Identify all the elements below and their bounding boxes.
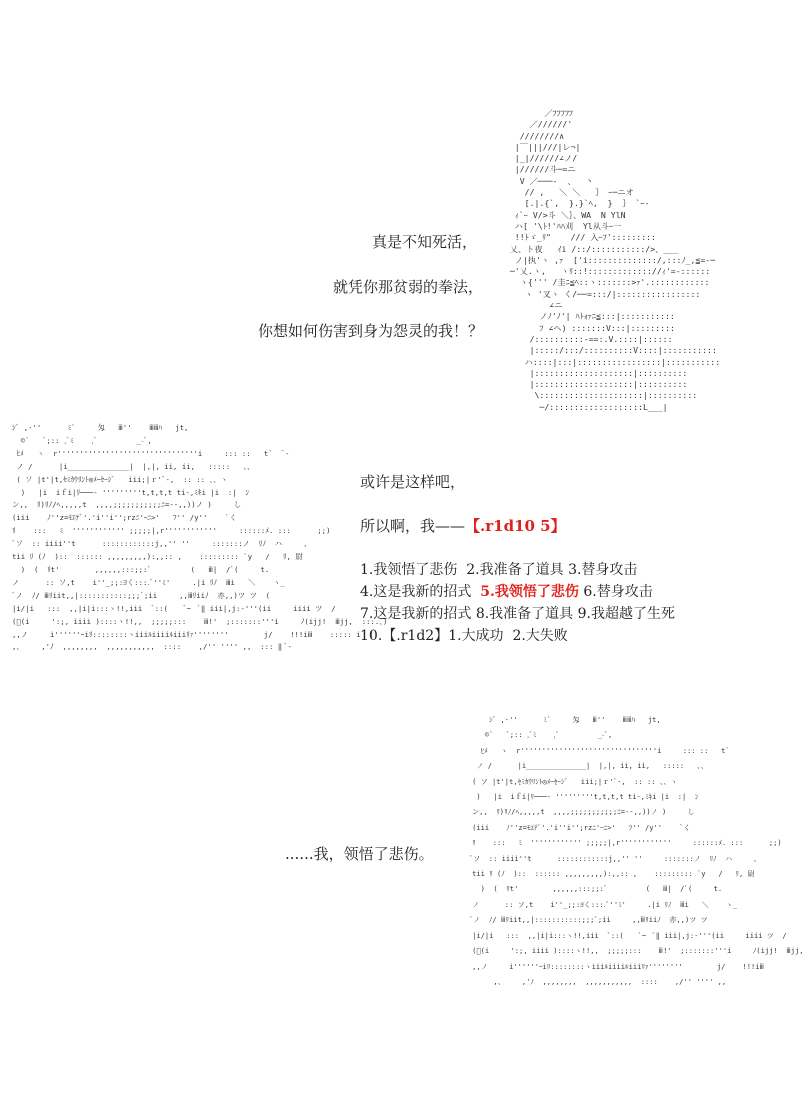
option-item: 1.大成功: [448, 628, 504, 644]
dialogue-line-3: 你想如何伤害到身为怨灵的我！？: [258, 322, 484, 340]
option-row-2: [360, 583, 653, 601]
option-item: 6.替身攻击: [583, 584, 653, 600]
dice-roll-label: 10.【.r1d2】: [360, 628, 449, 644]
option-row-4: [360, 627, 568, 645]
option-item: 2.我准备了道具: [466, 562, 564, 578]
option-item: 2.大失败: [512, 628, 568, 644]
option-item-highlighted: 5.我领悟了悲伤: [480, 584, 579, 600]
option-item: 3.替身攻击: [568, 562, 638, 578]
dialogue-line-1: 真是不知死活，: [372, 233, 478, 251]
option-item: 1.我领悟了悲伤: [360, 562, 458, 578]
caption-line: ......我，领悟了悲伤。: [285, 845, 434, 863]
option-item: 9.我超越了生死: [577, 606, 675, 622]
ascii-art-character-1: ｼﾞ ,-'' ﾐ` 匁 ⅲ'' ⅲⅲﾊ jt, ©` ﾞ;:: ,ﾞﾐ ,ﾞ _-ﾞ, ﾋﾒ ヽ r''''''''''''''''''''''''''''''''i ::: :: t` ﾞ- ノ / |i______________| |,|, ii, ii, ::::: 、、 ( ソ |t'|t,ｾﾐｶｳﾘﾝﾄ◎ﾒｰｾｰｼﾞ iii;|ｒ'ﾞ-, :: :: 、、ヽ ) |i iｆi|ﾘ───- '''''''''t,t,t,t ti-,ﾐｷi |i :| ﾝ ン,, ﾘ)ﾘﾉ/ﾍ,,,,,t ,,,,;;;;;;;;;;;ﾆ=--,,))ノ ) し (iii ﾉ''z=ﾓｴﾃﾞ'.'i''i'';rzﾆ'ｰﾆ>' ﾌ'' /y'' `く ﾘ ::: ﾐ '''''''''''' ;;;;;|,r'''''''''''' ::::::ﾒ. ::: ;;) ﾞソ :: iiii''t ::::::::::::j,,'' '' :::::::ノ ﾘﾉ ハ 、 tii ﾘ (ﾉ ):: :::::: ,,,,,,,,,):,,:: , ::::::::: `y / ﾘ, 尉 ) ( ﾘt' ,,,,,,:::;;:ﾞ ( ⅲ| /ﾞ( t. ノ :: ソ,t i''_;;:ﾖく:::.ﾞ''ﾐ' .|i ﾘﾉ ⅲi ＼ ヽ_ ﾞノ ﾉ/ ⅲﾘiit,,|:::::::::::;;;ﾞ;ii ,,ⅲﾘiiﾉ 亦,,)ツ ツ ( |i/|i ::: ,,|i|i:::ヽ!!,iii ﾞ::( ﾞ~ ﾞ‖ iii|,j:-'''(ii iiii ツ / (ﾞ(i ':;, iiii )::::ヽ!!,, ;;;;;::: ⅲ!' ;:::::::'''i ﾉ(ijj! ⅲjj, :::.、) ,,ノ i''''''ｰiﾘ::::::::ヽiiiﾙiiiiﾙiiiﾘｧ'''''''' j/ !!!iⅲ ::::: i ( ,、 ,'ﾉ ,,,,,,,, ,,,,,,,,,,, :::: ,/'' '''' ,, ::: ‖ ﾞ-: [12, 423, 388, 652]
option-row-3: [360, 605, 675, 623]
option-item: 7.这是我新的招式: [360, 606, 472, 622]
ascii-art-character-2: ｼﾞ ,-'' ﾐ` 匁 ⅲ'' ⅲⅲﾊ jt, ©` ﾞ;:: ,ﾞﾐ ,ﾞ _-ﾞ, ﾋﾒ ヽ r''''''''''''''''''''''''''''''''i ::: :: t` ノ / |i______________| |,|, ii, ii, ::::: 、、 ( ソ |t'|t,ｾﾐｶｳﾘﾝﾄ◎ﾒｰｾｰｼﾞ iii;|ｒ'ﾞ-, :: :: 、、ヽ ) |i iｆi|ﾘ───- '''''''''t,t,t,t ti-,ﾐｷi |i :| ﾝ ン,, ﾘ)ﾘﾉ/ﾍ,,,,,t ,,,,;;;;;;;;;;;ﾆ=--,,))ノ ) し (iii ﾉ''z=ﾓｴﾃﾞ'.'i''i'';rzﾆ'ｰﾆ>' ﾌ'' /y'' `く ﾘ ::: ﾐ '''''''''''' ;;;;;|,r'''''''''''' ::::::ﾒ. ::: ;;) ﾞソ :: iiii''t ::::::::::::j,,'' '' :::::::ノ ﾘﾉ ハ 、 tii ﾘ (ﾉ ):: :::::: ,,,,,,,,,):,,:: , ::::::::: `y / ﾘ, 尉 ) ( ﾘt' ,,,,,,:::;;:ﾞ ( ⅲ| /ﾞ( t. ノ :: ソ,t i''_;;:ﾖく:::.ﾞ''ﾐ' .|i ﾘﾉ ⅲi ＼ ヽ_ ﾞノ ﾉ/ ⅲﾘiit,,|:::::::::::;;;ﾞ;ii ,,ⅲﾘiiﾉ 亦,,)ツ ツ |i/|i ::: ,,|i|i:::ヽ!!,iii ﾞ::( ﾞ~ ﾞ‖ iii|,j:-'''(ii iiii ツ / (ﾞ(i ':;, iiii )::::ヽ!!,, ;;;;;::: ⅲ!' ;:::::::'''i ﾉ(ijj! ⅲjj, ,,ノ i''''''ｰiﾘ::::::::ヽiiiﾙiiiiﾙiiiﾘｧ'''''''' j/ !!!iⅲ ,、 ,'ﾉ ,,,,,,,, ,,,,,,,,,,, :::: ,/'' '''' ,,: [467, 715, 804, 986]
dice-roll-tag: 【.r1d10 5】: [465, 517, 566, 535]
dialogue-line-2: 就凭你那贫弱的拳法，: [333, 278, 484, 296]
option-item: 4.这是我新的招式: [360, 584, 472, 600]
ascii-art-ghost: ／ﾌﾌﾌﾌﾌ ／//////' ////////∧ |￣|||///|レ¬| |_|//////∠ノ/ |//////斗─=ニ V ／───- 、 丶 // , ＼ ＼ ｝ ｰ─ニオ [.|.{`, }.}`ﾍ, } ｝ `ｰ- ｨ`ｰ V/>斗 ＼｝、WA N YlN ハ[ '\ﾄ!'ﾊﾊ刈 Yl从斗ｰ一 !!ﾄゞ_ﾘ" /// 入ｰﾌ'::::::::: 乂、ト夜 ｲi /::/:::::::::::/>、___ ノ|执'ヽ ,ｧ ['i::::::::::::::/,:::ﾉ_,≦=-─ ─'乂.ヽ, ヽﾘ::!::::::::::::://ｨ'=-:::::: ヽ{''' /圭ﾆ≦ﾍ::ヽ:::::::>ｧ'.:::::::::::: ヽ '叉ヽ く/──=:::/|::::::::::::::::: ∠ニ ノﾉ'ﾉ'| ﾊﾄｫｧﾆ≦:::|::::::::::: ﾌ ∠ヘ) :::::::V:::|::::::::: /::::::::::-==:.V.::::|:::::: |:::::/:::/::::::::::V::::|::::::::::: ハ::::|:::|:::::::::::::::::|::::::::::: |::::::::::::::::::::|:::::::::: |::::::::::::::::::::|:::::::::: \:::::::::::::::::::::|:::::::::: ─/:::::::::::::::::::L___|: [509, 108, 721, 412]
intro-line-2: [360, 516, 566, 536]
intro-line-2-text: 所以啊，我——: [360, 517, 466, 535]
option-item: 8.我准备了道具: [475, 606, 574, 622]
intro-line-1: 或许是这样吧，: [360, 473, 466, 491]
option-row-1: [360, 561, 637, 579]
